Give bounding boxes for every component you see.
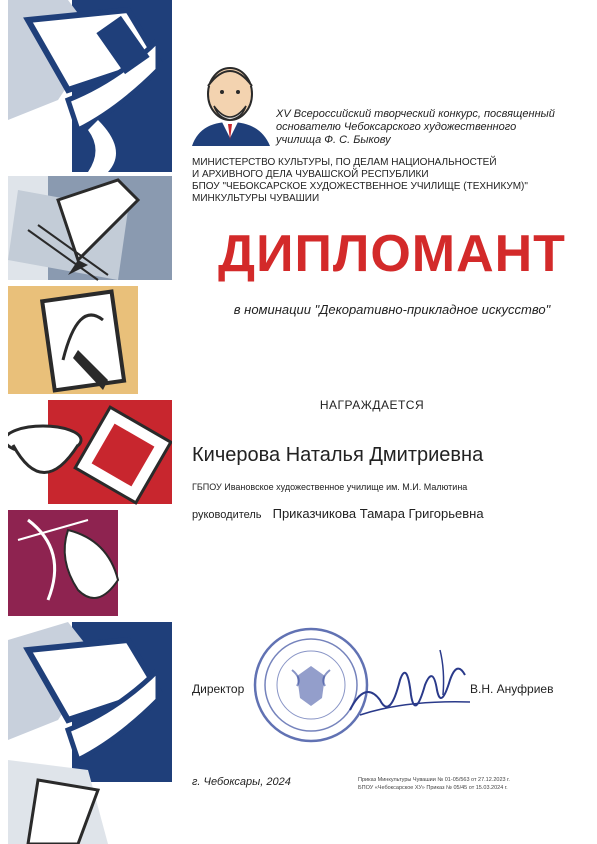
ceramics-art-block <box>8 400 172 504</box>
awarded-label: НАГРАЖДАЕТСЯ <box>319 398 425 412</box>
contest-description <box>276 108 576 147</box>
paint-tube-art-block <box>8 0 172 172</box>
contest-line: XV Всероссийский творческий конкурс, посвященный <box>276 108 555 120</box>
pencil-art-block <box>8 176 172 280</box>
vase-art-block <box>8 510 172 616</box>
director-name: В.Н. Ануфриев <box>470 682 554 696</box>
diploma-title: ДИПЛОМАНТ <box>218 225 566 283</box>
decorative-sidebar <box>8 0 172 844</box>
organizers-block <box>192 157 572 205</box>
quill-art-block <box>8 286 172 394</box>
recipient-school: ГБПОУ Ивановское художественное училище им. М.И. Малютина <box>192 482 468 492</box>
director-label: Директор <box>192 682 245 696</box>
order-line: Приказ Минкультуры Чувашии № 01-05/563 от 27.12.2023 г. <box>358 777 510 783</box>
organizer-line: МИНКУЛЬТУРЫ ЧУВАШИИ <box>192 193 320 204</box>
supervisor-name: Приказчикова Тамара Григорьевна <box>272 506 484 521</box>
nomination-text: в номинации "Декоративно-прикладное искусство" <box>233 302 551 317</box>
paint-tube-art-block-2 <box>8 622 172 844</box>
supervisor-label: руководитель <box>192 509 262 521</box>
order-reference <box>358 776 588 792</box>
founder-portrait <box>192 56 270 146</box>
contest-line: основателю Чебоксарского художественного <box>276 121 517 133</box>
contest-line: училища Ф. С. Быкову <box>276 134 391 146</box>
art-tools-illustration <box>8 0 172 844</box>
recipient-name: Кичерова Наталья Дмитриевна <box>192 444 484 466</box>
supervisor-line <box>192 506 592 521</box>
organizer-line: И АРХИВНОГО ДЕЛА ЧУВАШСКОЙ РЕСПУБЛИКИ <box>192 169 429 180</box>
organizer-line: МИНИСТЕРСТВО КУЛЬТУРЫ, ПО ДЕЛАМ НАЦИОНАЛЬНОСТЕЙ <box>192 157 497 168</box>
order-line: БПОУ «Чебоксарское ХУ» Приказ № 05/45 от 15.03.2024 г. <box>358 785 508 791</box>
director-signature <box>345 640 475 735</box>
city-year: г. Чебоксары, 2024 <box>192 776 291 788</box>
organizer-line: БПОУ "ЧЕБОКСАРСКОЕ ХУДОЖЕСТВЕННОЕ УЧИЛИЩЕ (ТЕХНИКУМ)" <box>192 181 528 192</box>
